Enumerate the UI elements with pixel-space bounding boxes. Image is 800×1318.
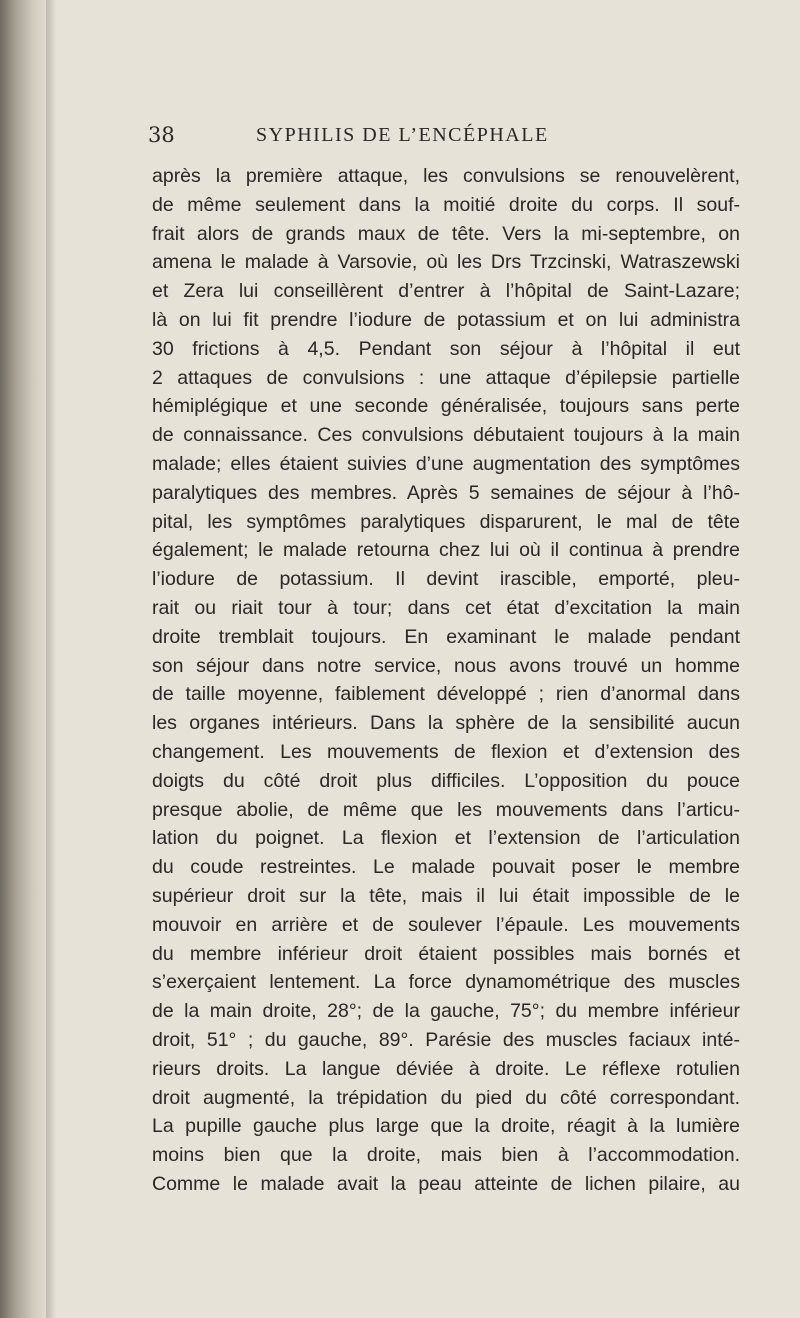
text-line: de la main droite, 28°; de la gauche, 75°; du membre inférieur: [152, 1000, 740, 1023]
text-line: La pupille gauche plus large que la droite, réagit à la lumière: [152, 1115, 740, 1138]
page-header: [148, 120, 708, 150]
text-line: là on lui fit prendre l’iodure de potassium et on lui administra: [152, 308, 740, 331]
text-line: frait alors de grands maux de tête. Vers la mi-septembre, on: [152, 222, 740, 245]
text-line: de connaissance. Ces convulsions débutaient toujours à la main: [152, 424, 740, 447]
book-binding-shadow: [0, 0, 46, 1318]
text-line: Comme le malade avait la peau atteinte de lichen pilaire, au: [152, 1172, 740, 1195]
text-line: amena le malade à Varsovie, où les Drs Trzcinski, Watraszewski: [152, 251, 740, 274]
text-line: presque abolie, de même que les mouvements dans l’articu-: [152, 798, 740, 821]
text-line: 30 frictions à 4,5. Pendant son séjour à l’hôpital il eut: [152, 337, 740, 360]
text-line: doigts du côté droit plus difficiles. L’opposition du pouce: [152, 769, 740, 792]
gutter-shadow: [46, 0, 56, 1318]
text-line: droit, 51° ; du gauche, 89°. Parésie des muscles faciaux inté-: [152, 1028, 740, 1051]
text-line: de même seulement dans la moitié droite du corps. Il souf-: [152, 193, 740, 216]
running-title: SYPHILIS DE L’ENCÉPHALE: [256, 124, 549, 146]
text-line: moins bien que la droite, mais bien à l’accommodation.: [152, 1144, 740, 1167]
text-line: rait ou riait tour à tour; dans cet état d’excitation la main: [152, 596, 740, 619]
text-line: droit augmenté, la trépidation du pied du côté correspondant.: [152, 1086, 740, 1109]
text-line: 2 attaques de convulsions : une attaque d’épilepsie partielle: [152, 366, 740, 389]
text-line: changement. Les mouvements de flexion et d’extension des: [152, 740, 740, 763]
text-line: et Zera lui conseillèrent d’entrer à l’hôpital de Saint-Lazare;: [152, 280, 740, 303]
text-line: du coude restreintes. Le malade pouvait poser le membre: [152, 856, 740, 879]
text-line: rieurs droits. La langue déviée à droite. Le réflexe rotulien: [152, 1057, 740, 1080]
text-line: du membre inférieur droit étaient possibles mais bornés et: [152, 942, 740, 965]
text-line: les organes intérieurs. Dans la sphère de la sensibilité aucun: [152, 712, 740, 735]
text-line: pital, les symptômes paralytiques disparurent, le mal de tête: [152, 510, 740, 533]
text-line: hémiplégique et une seconde généralisée, toujours sans perte: [152, 395, 740, 418]
text-line: après la première attaque, les convulsions se renouvelèrent,: [152, 165, 740, 187]
text-line: supérieur droit sur la tête, mais il lui était impossible de le: [152, 884, 740, 907]
text-line: lation du poignet. La flexion et l’extension de l’articulation: [152, 827, 740, 850]
text-line: l’iodure de potassium. Il devint irascible, emporté, pleu-: [152, 568, 740, 591]
text-line: mouvoir en arrière et de soulever l’épaule. Les mouvements: [152, 913, 740, 936]
text-line: s’exerçaient lentement. La force dynamométrique des muscles: [152, 971, 740, 994]
page-number: 38: [148, 123, 175, 147]
text-line: malade; elles étaient suivies d’une augmentation des symptômes: [152, 452, 740, 475]
text-line: de taille moyenne, faiblement développé ; rien d’anormal dans: [152, 683, 740, 706]
body-text: [152, 162, 740, 1199]
text-line: paralytiques des membres. Après 5 semaines de séjour à l’hô-: [152, 481, 740, 504]
text-line: également; le malade retourna chez lui où il continua à prendre: [152, 539, 740, 562]
text-line: droite tremblait toujours. En examinant le malade pendant: [152, 625, 740, 648]
text-line: son séjour dans notre service, nous avons trouvé un homme: [152, 654, 740, 677]
